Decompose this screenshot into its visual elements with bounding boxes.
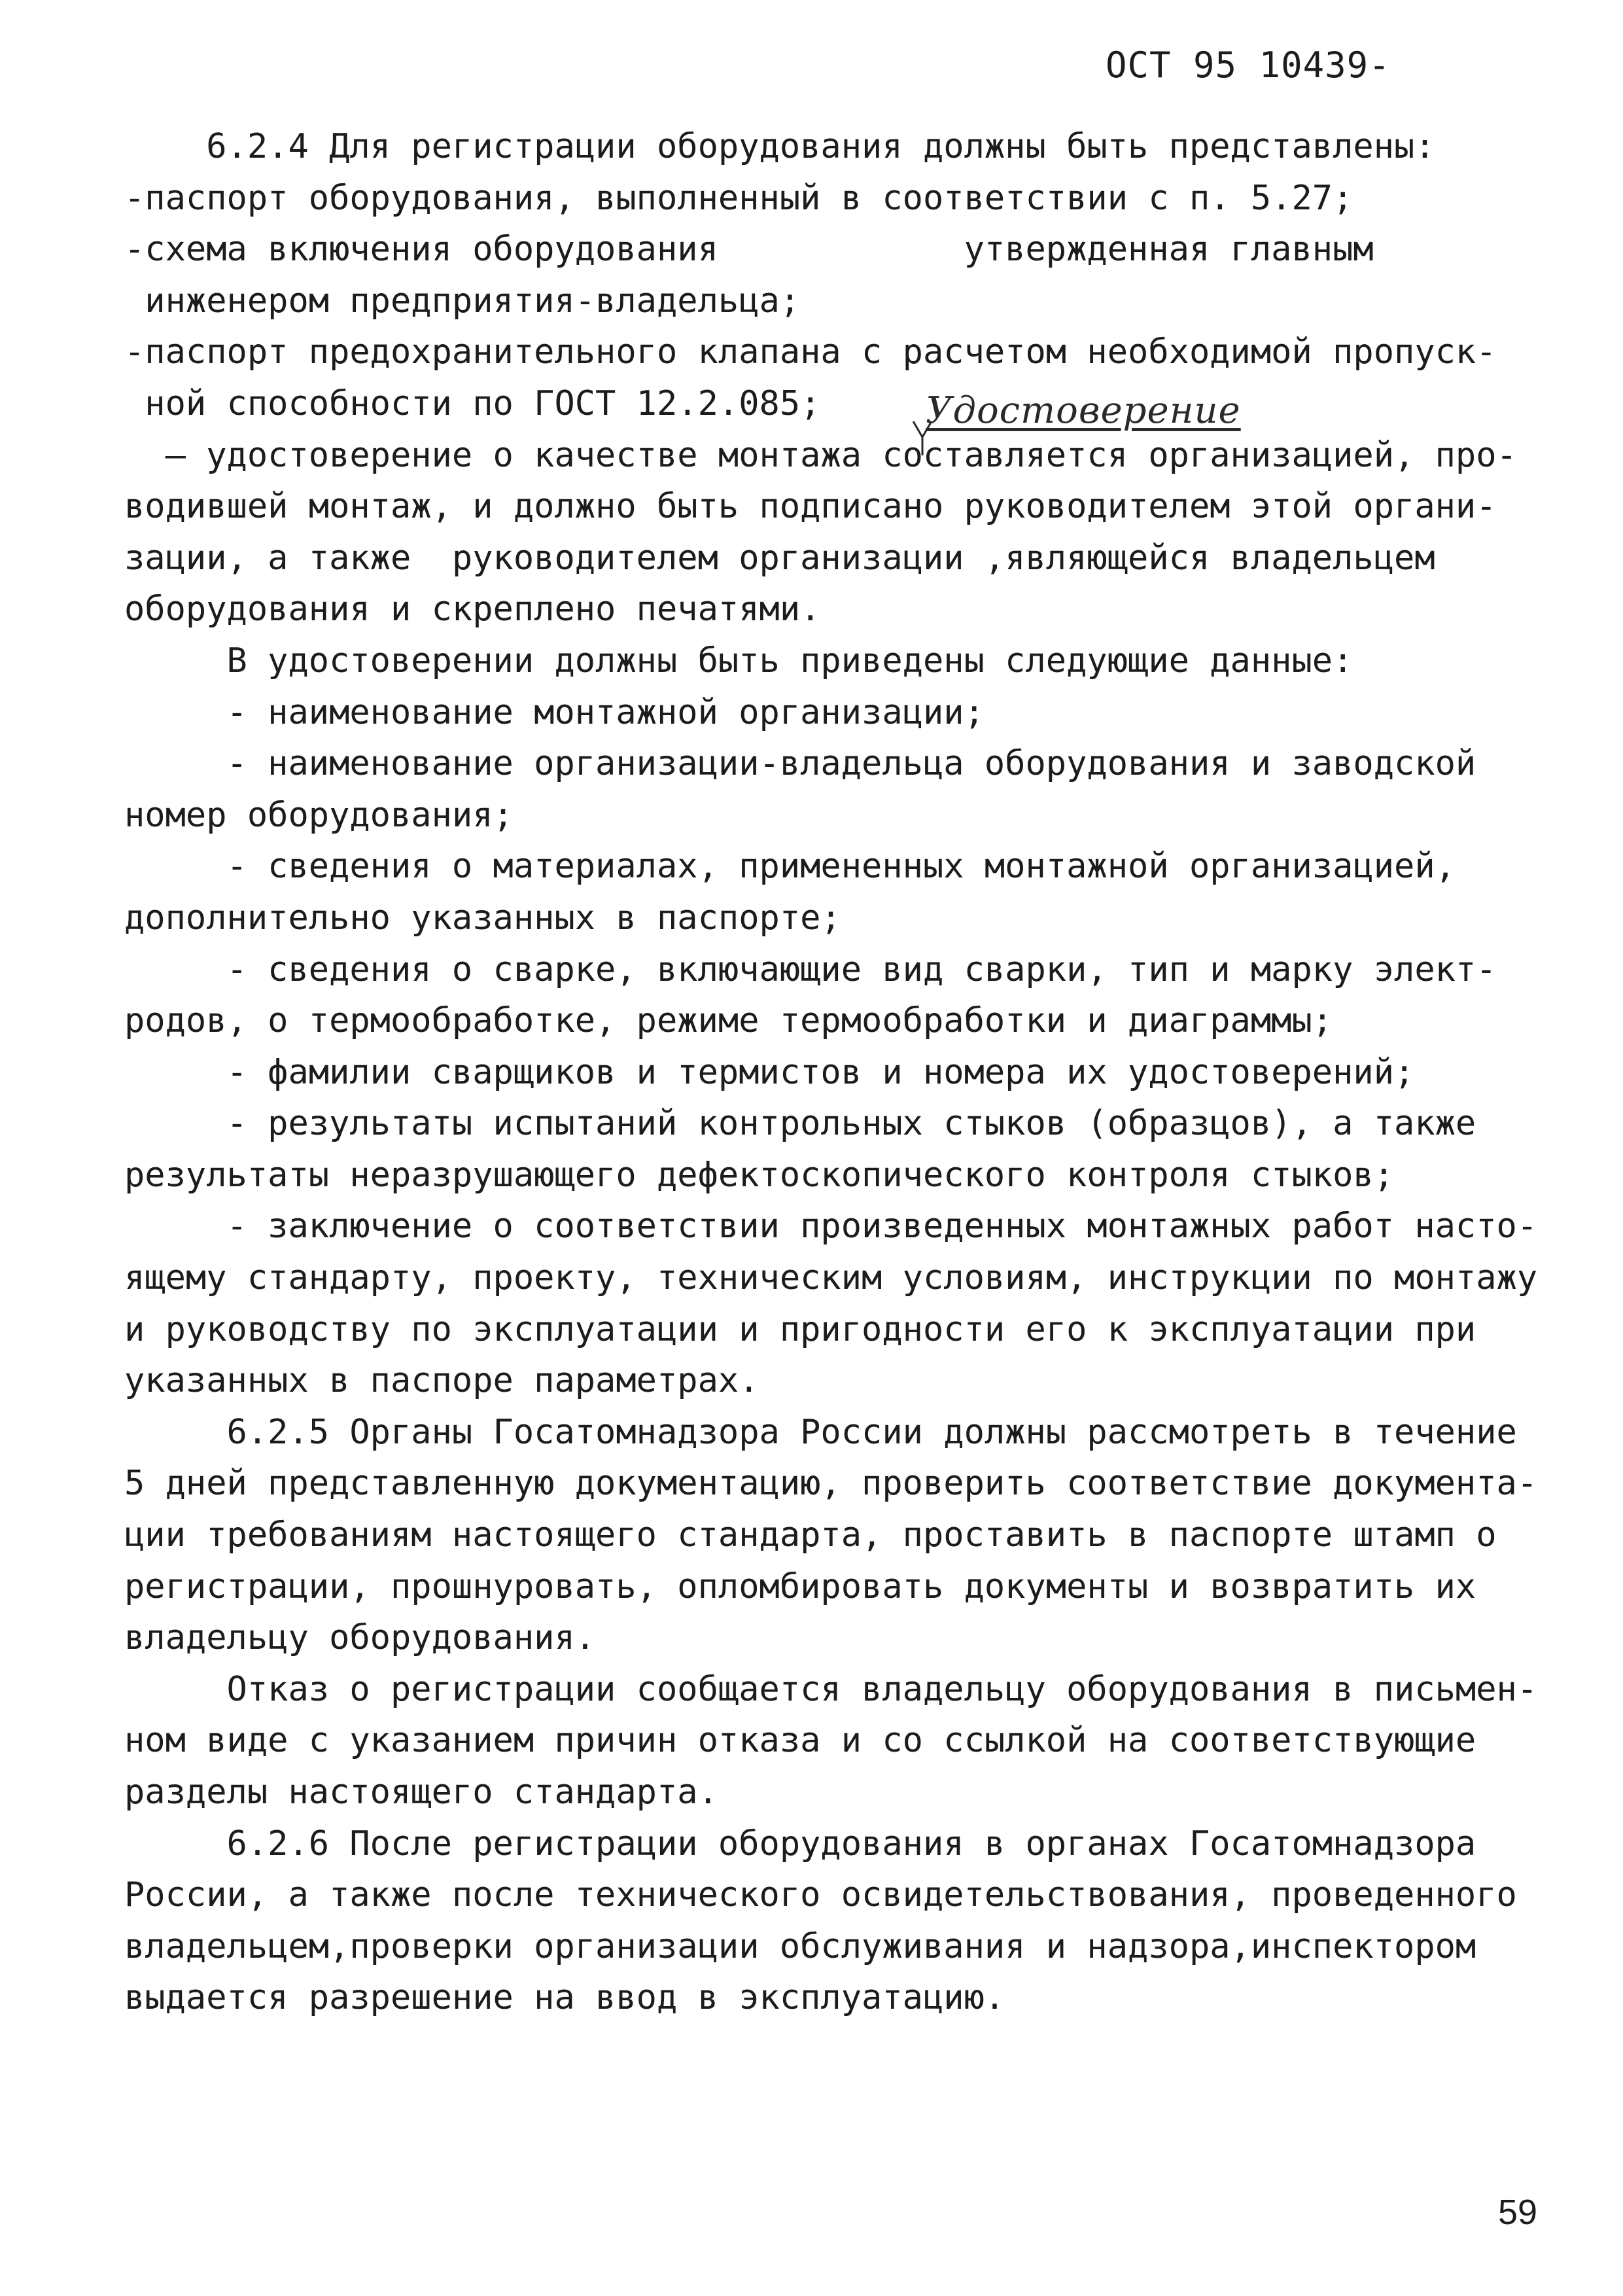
text-line: номер оборудования;	[124, 795, 514, 835]
text-line: и руководству по эксплуатации и пригодности его к эксплуатации при	[124, 1309, 1476, 1349]
handwritten-insertion: Удостоверение	[926, 389, 1241, 432]
text-line: владельцем,проверки организации обслуживания и надзора,инспектором	[124, 1926, 1476, 1966]
text-line: указанных в паспоре параметрах.	[124, 1361, 759, 1401]
text-line: инженером предприятия-владельца;	[124, 281, 801, 321]
page-number: 59	[1498, 2193, 1538, 2232]
text-line: 6.2.4 Для регистрации оборудования должны быть представлены:	[124, 127, 1435, 166]
document-body	[124, 121, 1550, 2024]
text-line: результаты неразрушающего дефектоскопического контроля стыков;	[124, 1155, 1395, 1195]
text-line: - фамилии сварщиков и термистов и номера их удостоверений;	[124, 1052, 1415, 1092]
text-line: ной способности по ГОСТ 12.2.085;	[124, 383, 821, 423]
document-code: ОСТ 95 10439-	[1106, 44, 1391, 86]
text-line: зации, а также руководителем организации ,являющейся владельцем	[124, 538, 1435, 578]
text-line: — удостоверение о качестве монтажа составляется организацией, про-	[124, 435, 1517, 475]
text-line: -схема включения оборудования утвержденная главным	[124, 230, 1374, 270]
text-line: 5 дней представленную документацию, проверить соответствие документа-	[124, 1464, 1538, 1504]
text-line: владельцу оборудования.	[124, 1618, 596, 1658]
text-line: -паспорт предохранительного клапана с расчетом необходимой пропуск-	[124, 332, 1497, 372]
text-line: России, а также после технического освидетельствования, проведенного	[124, 1875, 1517, 1915]
text-line: - наименование организации-владельца оборудования и заводской	[124, 744, 1476, 784]
text-line: оборудования и скреплено печатями.	[124, 590, 821, 629]
text-line: Отказ о регистрации сообщается владельцу оборудования в письмен-	[124, 1669, 1538, 1709]
text-line: - сведения о сварке, включающие вид сварки, тип и марку элект-	[124, 949, 1497, 989]
text-line: - заключение о соответствии произведенных монтажных работ насто-	[124, 1207, 1538, 1246]
text-line: - наименование монтажной организации;	[124, 692, 985, 732]
text-line: -паспорт оборудования, выполненный в соответствии с п. 5.27;	[124, 178, 1353, 218]
text-line: родов, о термообработке, режиме термообработки и диаграммы;	[124, 1001, 1333, 1041]
text-line: В удостоверении должны быть приведены следующие данные:	[124, 641, 1353, 680]
text-line: выдается разрешение на ввод в эксплуатацию.	[124, 1978, 1005, 2018]
text-line: 6.2.6 После регистрации оборудования в органах Госатомнадзора	[124, 1824, 1476, 1863]
text-line: - сведения о материалах, примененных монтажной организацией,	[124, 847, 1456, 887]
text-line: ящему стандарту, проекту, техническим условиям, инструкции по монтажу	[124, 1258, 1538, 1298]
text-line: ции требованиям настоящего стандарта, проставить в паспорте штамп о	[124, 1515, 1497, 1555]
text-line: ном виде с указанием причин отказа и со ссылкой на соответствующие	[124, 1721, 1476, 1761]
text-line: разделы настоящего стандарта.	[124, 1773, 718, 1812]
text-line: дополнительно указанных в паспорте;	[124, 898, 841, 938]
text-line: водившей монтаж, и должно быть подписано руководителем этой органи-	[124, 487, 1497, 527]
text-line: 6.2.5 Органы Госатомнадзора России должны рассмотреть в течение	[124, 1412, 1517, 1452]
text-line: - результаты испытаний контрольных стыков (образцов), а также	[124, 1104, 1476, 1144]
text-line: регистрации, прошнуровать, опломбировать документы и возвратить их	[124, 1566, 1476, 1606]
